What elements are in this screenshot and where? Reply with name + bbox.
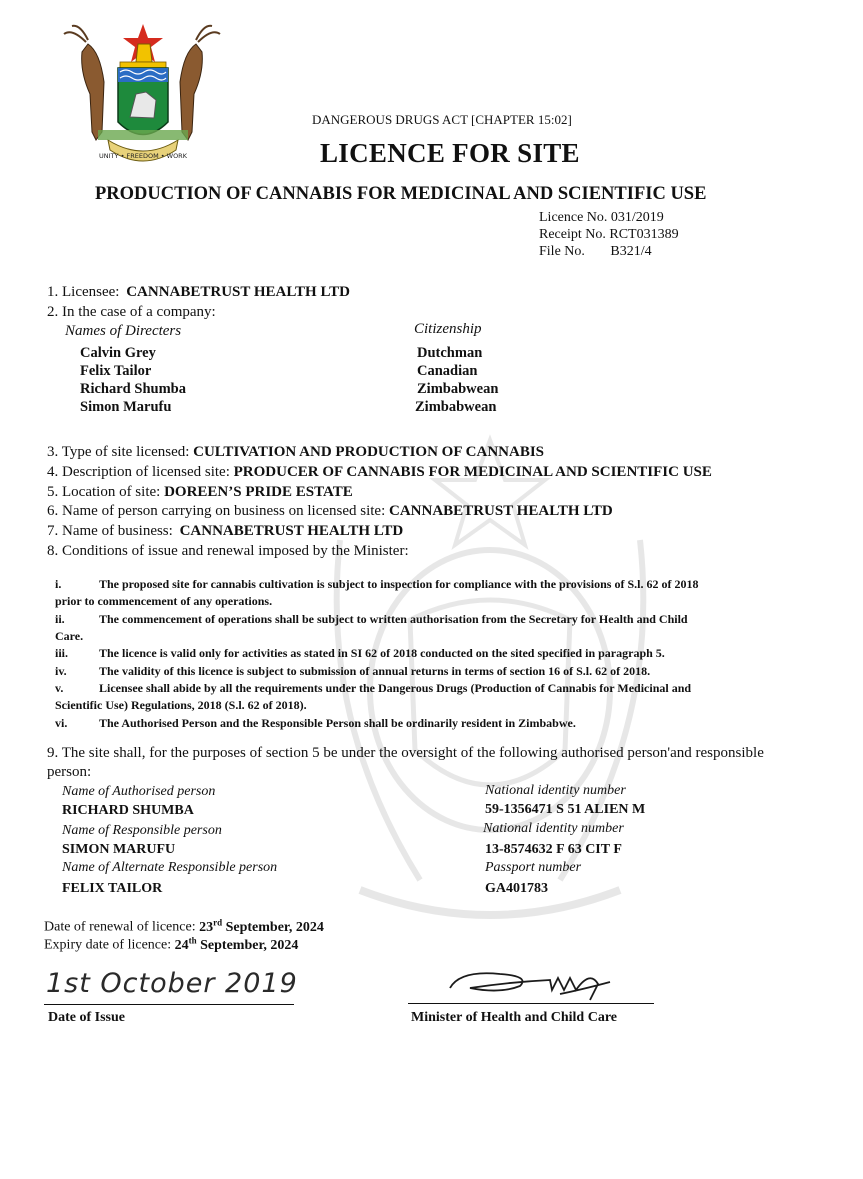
site-description-label: 4. Description of licensed site:	[47, 464, 230, 480]
condition-item	[55, 577, 698, 592]
alternate-id-label: Passport number	[485, 860, 582, 875]
business-name-line	[47, 523, 403, 540]
signature-text: Mhy	[536, 1000, 538, 1001]
condition-number: i.	[55, 577, 62, 591]
expiry-month-year: September, 2024	[200, 937, 299, 953]
expiry-day: 24	[174, 937, 189, 953]
condition-item	[55, 612, 688, 627]
minister-label: Minister of Health and Child Care	[411, 1010, 617, 1025]
renewal-date-line	[44, 917, 324, 936]
condition-text: The Authorised Person and the Responsible Person shall be ordinarily resident in Zimbabwe.	[99, 716, 576, 730]
director-citizenship: Zimbabwean	[417, 381, 499, 397]
expiry-date-value	[174, 935, 299, 953]
site-person-label: 6. Name of person carrying on business on licensed site:	[47, 503, 386, 519]
authorised-id: 59-1356471 S 51 ALIEN M	[485, 802, 646, 817]
responsible-id-label: National identity number	[483, 821, 624, 836]
site-person-line	[47, 503, 613, 520]
director-name: Simon Marufu	[80, 399, 172, 415]
director-citizenship: Dutchman	[417, 345, 483, 361]
oversight-text-cont: person:	[47, 764, 92, 780]
site-location-value: DOREEN’S PRIDE ESTATE	[164, 484, 353, 500]
site-type-line	[47, 444, 544, 461]
renewal-day-suffix: rd	[213, 917, 223, 927]
receipt-number: Receipt No. RCT031389	[539, 227, 679, 242]
responsible-person-label: Name of Responsible person	[62, 823, 222, 838]
site-location-line	[47, 484, 353, 501]
condition-text: Licensee shall abide by all the requirements under the Dangerous Drugs (Production of Cannabis for Medicinal and	[99, 681, 692, 695]
condition-number: ii.	[55, 612, 65, 626]
condition-text: The commencement of operations shall be subject to written authorisation from the Secretary for Health and Child	[99, 612, 688, 626]
oversight-text: 9. The site shall, for the purposes of section 5 be under the oversight of the following authorised person'and responsible	[47, 745, 764, 761]
condition-number: iv.	[55, 664, 67, 678]
kudu-right-icon	[180, 26, 220, 140]
minister-signature-line	[408, 1003, 654, 1004]
condition-number: v.	[55, 681, 64, 695]
site-type-value: CULTIVATION AND PRODUCTION OF CANNABIS	[193, 444, 545, 460]
licensee-line	[47, 284, 350, 301]
condition-item	[55, 664, 650, 679]
authorised-person-label: Name of Authorised person	[62, 784, 216, 799]
conditions-label: 8. Conditions of issue and renewal imposed by the Minister:	[47, 543, 409, 559]
condition-text-cont: prior to commencement of any operations.	[55, 594, 273, 608]
renewal-date-value	[199, 917, 324, 935]
site-type-label: 3. Type of site licensed:	[47, 444, 190, 460]
responsible-person-name: SIMON MARUFU	[62, 842, 176, 857]
expiry-day-suffix: th	[188, 935, 197, 945]
minister-signature	[440, 960, 620, 1002]
renewal-date-label: Date of renewal of licence:	[44, 919, 196, 935]
authorised-person-name: RICHARD SHUMBA	[62, 803, 194, 818]
licence-number: Licence No. 031/2019	[539, 210, 664, 225]
licensee-value: CANNABETRUST HEALTH LTD	[126, 284, 350, 300]
responsible-id: 13-8574632 F 63 CIT F	[485, 842, 622, 857]
kudu-left-icon	[64, 26, 104, 140]
alternate-person-name: FELIX TAILOR	[62, 881, 163, 896]
page-title: LICENCE FOR SITE	[320, 138, 580, 168]
condition-text-cont: Scientific Use) Regulations, 2018 (S.l. 62 of 2018).	[55, 698, 307, 712]
business-name-value: CANNABETRUST HEALTH LTD	[179, 523, 404, 539]
renewal-month-year: September, 2024	[225, 919, 324, 935]
coat-motto: UNITY • FREEDOM • WORK	[99, 152, 187, 160]
licensee-label: 1. Licensee:	[47, 284, 120, 300]
director-citizenship: Zimbabwean	[415, 399, 497, 415]
condition-text: The validity of this licence is subject to submission of annual returns in terms of section 16 of S.l. 62 of 2018.	[99, 664, 651, 678]
page-subtitle: PRODUCTION OF CANNABIS FOR MEDICINAL AND SCIENTIFIC USE	[95, 184, 707, 204]
condition-item	[55, 716, 576, 731]
alternate-id: GA401783	[485, 881, 548, 896]
act-reference: DANGEROUS DRUGS ACT [CHAPTER 15:02]	[312, 112, 572, 127]
issue-date-line	[44, 1004, 294, 1005]
file-number	[539, 244, 652, 260]
directors-header: Names of Directers	[65, 323, 182, 339]
renewal-day: 23	[199, 919, 214, 935]
condition-number: iii.	[55, 646, 69, 660]
condition-item	[55, 646, 665, 661]
issue-date-label: Date of Issue	[48, 1010, 125, 1025]
expiry-date-line	[44, 935, 298, 954]
condition-text: The licence is valid only for activities as stated in SI 62 of 2018 conducted on the sited specified in paragraph 5.	[99, 646, 665, 660]
condition-text: The proposed site for cannabis cultivation is subject to inspection for compliance with the provisions of S.l. 62 of 2018	[99, 577, 699, 591]
company-label: 2. In the case of a company:	[47, 304, 216, 320]
alternate-person-label: Name of Alternate Responsible person	[62, 860, 278, 875]
director-name: Calvin Grey	[80, 345, 156, 361]
expiry-date-label: Expiry date of licence:	[44, 937, 172, 953]
file-number-value: B321/4	[610, 244, 652, 259]
director-citizenship: Canadian	[417, 363, 478, 379]
site-description-value: PRODUCER OF CANNABIS FOR MEDICINAL AND SCIENTIFIC USE	[233, 464, 712, 480]
director-name: Richard Shumba	[80, 381, 186, 397]
site-location-label: 5. Location of site:	[47, 484, 161, 500]
condition-item	[55, 681, 691, 696]
zimbabwe-bird-icon	[136, 44, 152, 62]
condition-text-cont: Care.	[55, 629, 84, 643]
issue-date-handwritten: 1st October 2019	[46, 968, 298, 999]
citizenship-header: Citizenship	[414, 321, 482, 337]
director-name: Felix Tailor	[80, 363, 152, 379]
coat-of-arms-emblem	[58, 22, 228, 172]
site-person-value: CANNABETRUST HEALTH LTD	[389, 503, 613, 519]
condition-number: vi.	[55, 716, 68, 730]
business-name-label: 7. Name of business:	[47, 523, 173, 539]
file-number-label: File No.	[539, 244, 585, 259]
authorised-id-label: National identity number	[485, 783, 626, 798]
site-description-line	[47, 464, 712, 481]
